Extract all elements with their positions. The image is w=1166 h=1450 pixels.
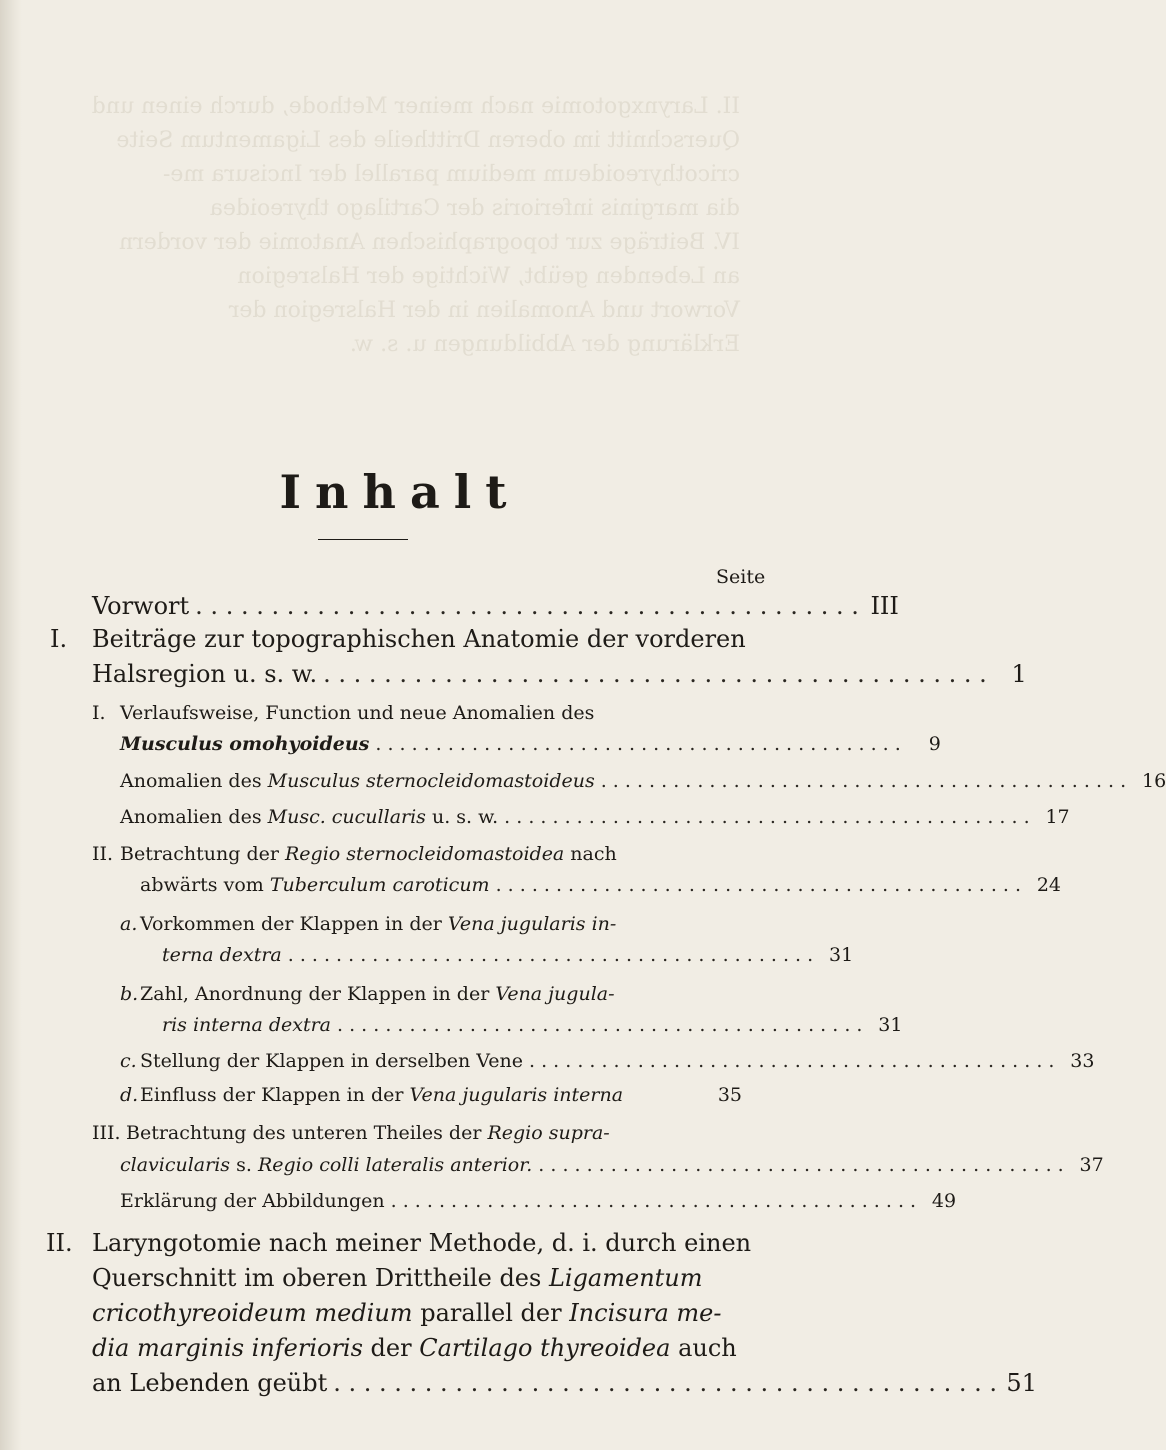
section-numeral: II. bbox=[92, 843, 114, 865]
page-title: Inhalt bbox=[279, 465, 521, 519]
subsection-letter: d. bbox=[120, 1084, 139, 1106]
toc-entry-part1: Halsregion u. s. w. . . . . . . . . . . . . . . . . . . . . . . . . . . . . . . . . . . . . . . . . . . . . 1 bbox=[92, 660, 1027, 688]
page-number: 37 bbox=[1079, 1154, 1104, 1176]
toc-entry-betrachtung-sternocleido: abwärts vom Tuberculum caroticum . . . . . . . . . . . . . . . . . . . . . . . . . . . . . . . . . . . . . . . . . . . . 24 bbox=[140, 874, 1062, 896]
page-number: 35 bbox=[717, 1084, 742, 1106]
part2-title-line1: Laryngotomie nach meiner Methode, d. i. durch einen bbox=[92, 1229, 752, 1257]
toc-entry-subsection-a: terna dextra . . . . . . . . . . . . . . . . . . . . . . . . . . . . . . . . . . . . . . . . . . . . 31 bbox=[162, 944, 854, 966]
binding-gutter bbox=[0, 0, 22, 1450]
page-number: 31 bbox=[829, 944, 854, 966]
part1-title-line1: Beiträge zur topographischen Anatomie der vorderen bbox=[92, 625, 746, 653]
entry-label: terna dextra bbox=[162, 944, 282, 966]
subsection-letter: b. bbox=[120, 983, 139, 1005]
toc-entry-omohyoideus: Musculus omohyoideus . . . . . . . . . . . . . . . . . . . . . . . . . . . . . . . . . . . . . . . . . . . . 9 bbox=[120, 733, 941, 755]
entry-label: Musculus omohyoideus bbox=[120, 733, 370, 755]
page-number: 51 bbox=[1006, 1369, 1037, 1397]
toc-entry-subsection-c: Stellung der Klappen in derselben Vene . . . . . . . . . . . . . . . . . . . . . . . . . . . . . . . . . . . . . . . . . . . . 33 bbox=[140, 1050, 1095, 1072]
part2-title-line2: Querschnitt im oberen Drittheile des Ligamentum bbox=[92, 1264, 703, 1292]
toc-entry-erklaerung: Erklärung der Abbildungen . . . . . . . . . . . . . . . . . . . . . . . . . . . . . . . . . . . . . . . . . . . . 49 bbox=[120, 1190, 957, 1212]
subsection-letter: c. bbox=[120, 1050, 137, 1072]
entry-label: abwärts vom Tuberculum caroticum bbox=[140, 874, 490, 896]
entry-label: Stellung der Klappen in derselben Vene bbox=[140, 1050, 523, 1072]
page-column-header: Seite bbox=[716, 566, 766, 588]
section-numeral: III. bbox=[92, 1122, 121, 1144]
entry-label: Halsregion u. s. w. bbox=[92, 660, 318, 688]
page-number: 31 bbox=[878, 1014, 903, 1036]
bleed-through-text: II. Larynxgotomie nach meiner Methode, durch einen und Querschnitt im oberen Drittheile des Ligamentum Seite cricothyreoideum medium parallel der Incisura me- dia marginis inferioris der Cartilago thyreoidea IV. Beiträge zur topographischen Anatomie der vordern an Lebenden geübt, Wichtige der Halsregion Vorwort und Anomalien in der Halsregion der Erklärung der Abbildungen u. s. w. bbox=[91, 94, 740, 357]
toc-entry-subsection-d bbox=[140, 1084, 742, 1106]
toc-entry-anomalien-sternocleido: Anomalien des Musculus sternocleidomastoideus . . . . . . . . . . . . . . . . . . . . . . . . . . . . . . . . . . . . . . . . . . . . 16 bbox=[120, 770, 1166, 792]
part2-title-line3: cricothyreoideum medium parallel der Incisura me- bbox=[92, 1299, 722, 1327]
subsection-letter: a. bbox=[120, 913, 138, 935]
toc-entry-part2: an Lebenden geübt . . . . . . . . . . . . . . . . . . . . . . . . . . . . . . . . . . . . . . . . . . . . 51 bbox=[92, 1369, 1037, 1397]
entry-label: Vorwort bbox=[92, 592, 190, 620]
subsection-a-line1: Vorkommen der Klappen in der Vena jugularis in- bbox=[140, 913, 617, 935]
page-number: 33 bbox=[1070, 1050, 1095, 1072]
section1-line1: Verlaufsweise, Function und neue Anomalien des bbox=[120, 702, 595, 724]
subsection-b-line1: Zahl, Anordnung der Klappen in der Vena jugula- bbox=[140, 983, 615, 1005]
section3-line1: Betrachtung des unteren Theiles der Regio supra- bbox=[126, 1122, 610, 1144]
page-number: 24 bbox=[1036, 874, 1062, 896]
part-numeral: II. bbox=[46, 1229, 73, 1257]
part2-title-line4: dia marginis inferioris der Cartilago thyreoidea auch bbox=[92, 1334, 737, 1362]
part-numeral: I. bbox=[50, 625, 68, 653]
entry-label: Anomalien des Musc. cucullaris u. s. w. bbox=[120, 806, 499, 828]
section-numeral: I. bbox=[92, 702, 106, 724]
page-number: 17 bbox=[1045, 806, 1070, 828]
entry-label: Anomalien des Musculus sternocleidomastoideus bbox=[120, 770, 595, 792]
title-rule bbox=[318, 539, 408, 540]
page-number: 16 bbox=[1141, 770, 1166, 792]
page-number: III bbox=[870, 592, 899, 620]
entry-label: ris interna dextra bbox=[162, 1014, 331, 1036]
toc-entry-subsection-b: ris interna dextra . . . . . . . . . . . . . . . . . . . . . . . . . . . . . . . . . . . . . . . . . . . . 31 bbox=[162, 1014, 903, 1036]
entry-label: Einfluss der Klappen in der Vena jugularis interna bbox=[140, 1084, 624, 1106]
section2-line1: Betrachtung der Regio sternocleidomastoidea nach bbox=[120, 843, 617, 865]
page-number: 49 bbox=[931, 1190, 957, 1212]
entry-label: Erklärung der Abbildungen bbox=[120, 1190, 385, 1212]
entry-label: an Lebenden geübt bbox=[92, 1369, 328, 1397]
toc-entry-supraclavicularis: clavicularis s. Regio colli lateralis anterior. . . . . . . . . . . . . . . . . . . . . . . . . . . . . . . . . . . . . . . . . . . . . 37 bbox=[120, 1154, 1104, 1176]
page-number: 1 bbox=[1011, 660, 1027, 688]
toc-entry-anomalien-cucullaris: Anomalien des Musc. cucullaris u. s. w. . . . . . . . . . . . . . . . . . . . . . . . . . . . . . . . . . . . . . . . . . . . . 17 bbox=[120, 806, 1070, 828]
page-number: 9 bbox=[928, 733, 941, 755]
toc-entry-vorwort: Vorwort . . . . . . . . . . . . . . . . . . . . . . . . . . . . . . . . . . . . . . . . . . . . III bbox=[92, 592, 899, 620]
entry-label: clavicularis s. Regio colli lateralis anterior. bbox=[120, 1154, 533, 1176]
